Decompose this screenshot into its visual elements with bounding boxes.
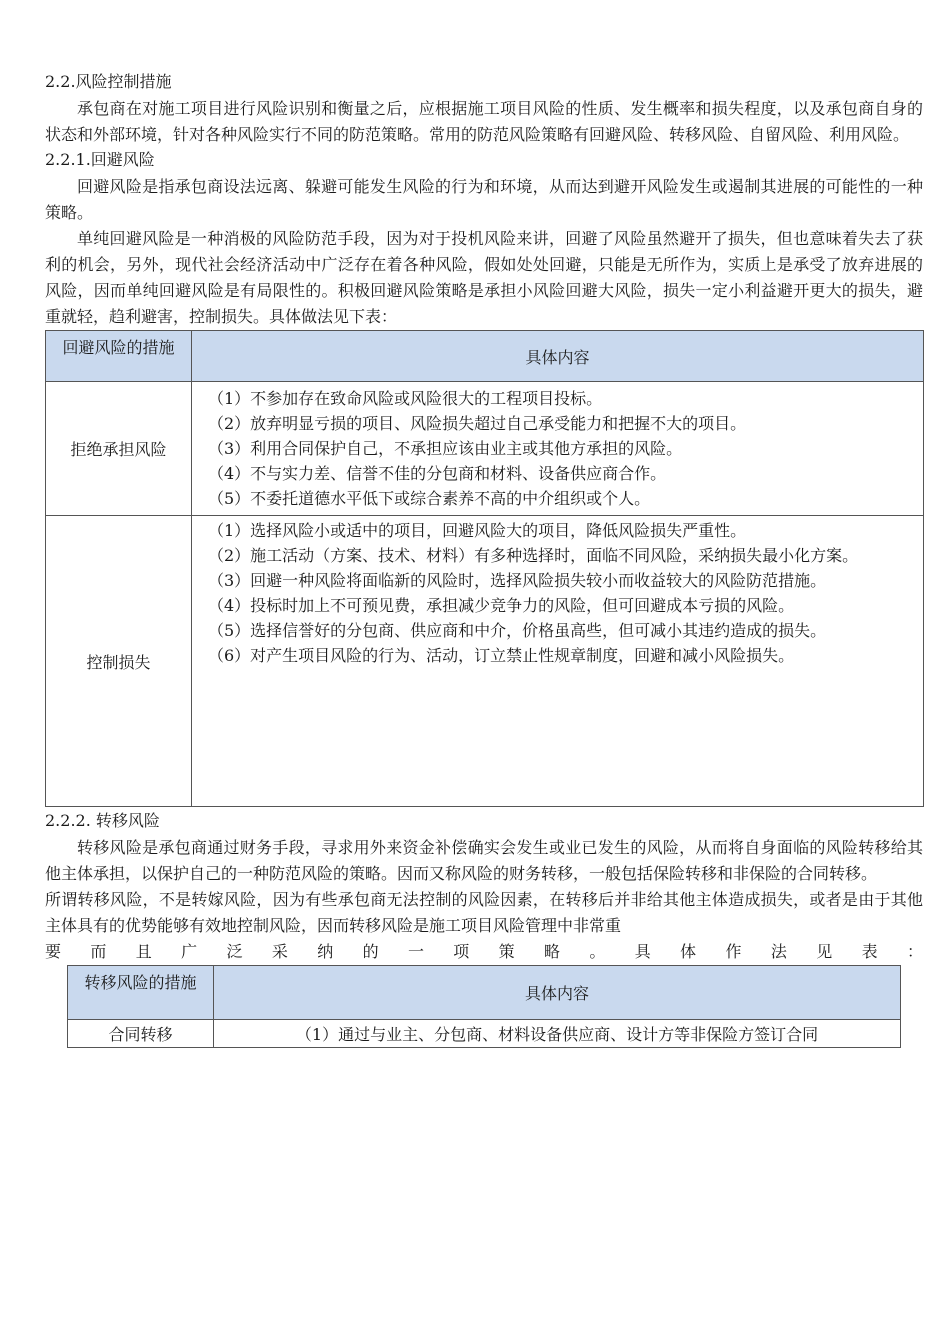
table-row xyxy=(68,1020,901,1048)
list-item: （4）不与实力差、信誉不佳的分包商和材料、设备供应商合作。 xyxy=(208,464,667,483)
col-header-measure: 回避风险的措施 xyxy=(46,331,192,382)
table-header-row xyxy=(46,331,924,382)
section-heading: 2.2.风险控制措施 xyxy=(45,72,172,91)
transfer-heading: 2.2.2. 转移风险 xyxy=(45,811,160,830)
list-item: （4）投标时加上不可预见费，承担减少竞争力的风险，但可回避成本亏损的风险。 xyxy=(208,596,795,615)
list-item: （1）选择风险小或适中的项目，回避风险大的项目，降低风险损失严重性。 xyxy=(208,521,747,540)
list-item: （3）利用合同保护自己，不承担应该由业主或其他方承担的风险。 xyxy=(208,439,683,458)
row-label-contract: 合同转移 xyxy=(68,1020,214,1048)
row-label-refuse: 拒绝承担风险 xyxy=(46,382,192,516)
avoid-para-1: 回避风险是指承包商设法远离、躲避可能发生风险的行为和环境，从而达到避开风险发生或遏制其进展的可能性的一种策略。 xyxy=(45,177,923,222)
list-item: （5）不委托道德水平低下或综合素养不高的中介组织或个人。 xyxy=(208,489,651,508)
avoid-para-2: 单纯回避风险是一种消极的风险防范手段，因为对于投机风险来讲，回避了风险虽然避开了损失，但也意味着失去了获利的机会，另外，现代社会经济活动中广泛存在着各种风险，假如处处回避，只能是无所作为，实质上是承受了放弃进展的风险，因而单纯回避风险是有局限性的。积极回避风险策略是承担小风险回避大风险，损失一定小利益避开更大的损失，避重就轻，趋利避害，控制损失。具体做法见下表： xyxy=(45,229,923,326)
document-page xyxy=(45,70,923,1048)
row-content-control xyxy=(192,516,924,807)
col-header-measure: 转移风险的措施 xyxy=(68,966,214,1020)
list-item: （5）选择信誉好的分包商、供应商和中介，价格虽高些，但可减小其违约造成的损失。 xyxy=(208,621,827,640)
list-item: （2）放弃明显亏损的项目、风险损失超过自己承受能力和把握不大的项目。 xyxy=(208,414,747,433)
table-header-row xyxy=(68,966,901,1020)
table-row xyxy=(46,382,924,516)
list-item: （3）回避一种风险将面临新的风险时，选择风险损失较小而收益较大的风险防范措施。 xyxy=(208,571,827,590)
row-label-control: 控制损失 xyxy=(46,516,192,807)
list-item: （1）不参加存在致命风险或风险很大的工程项目投标。 xyxy=(208,389,603,408)
col-header-content: 具体内容 xyxy=(192,331,924,382)
section-intro: 承包商在对施工项目进行风险识别和衡量之后，应根据施工项目风险的性质、发生概率和损失程度，以及承包商自身的状态和外部环境，针对各种风险实行不同的防范策略。常用的防范风险策略有回避风险、转移风险、自留风险、利用风险。 xyxy=(45,99,923,144)
row-content-contract: （1）通过与业主、分包商、材料设备供应商、设计方等非保险方签订合同 xyxy=(214,1020,901,1048)
avoid-risk-table xyxy=(45,330,924,807)
col-header-content: 具体内容 xyxy=(214,966,901,1020)
transfer-risk-table xyxy=(67,965,901,1048)
transfer-para-1: 转移风险是承包商通过财务手段，寻求用外来资金补偿确实会发生或业已发生的风险，从而将自身面临的风险转移给其他主体承担，以保护自己的一种防范风险的策略。因而又称风险的财务转移，一般包括保险转移和非保险的合同转移。 xyxy=(45,838,923,883)
row-content-refuse xyxy=(192,382,924,516)
transfer-para-2-last-line: 要而且广泛采纳的一项策略。具体作法见表： xyxy=(45,942,923,961)
table-row xyxy=(46,516,924,807)
list-item: （6）对产生项目风险的行为、活动，订立禁止性规章制度，回避和减小风险损失。 xyxy=(208,646,795,665)
avoid-heading: 2.2.1.回避风险 xyxy=(45,150,155,169)
transfer-para-2: 所谓转移风险，不是转嫁风险，因为有些承包商无法控制的风险因素，在转移后并非给其他主体造成损失，或者是由于其他主体具有的优势能够有效地控制风险，因而转移风险是施工项目风险管理中非常重 xyxy=(45,890,923,935)
list-item: （2）施工活动（方案、技术、材料）有多种选择时，面临不同风险，采纳损失最小化方案。 xyxy=(208,546,859,565)
